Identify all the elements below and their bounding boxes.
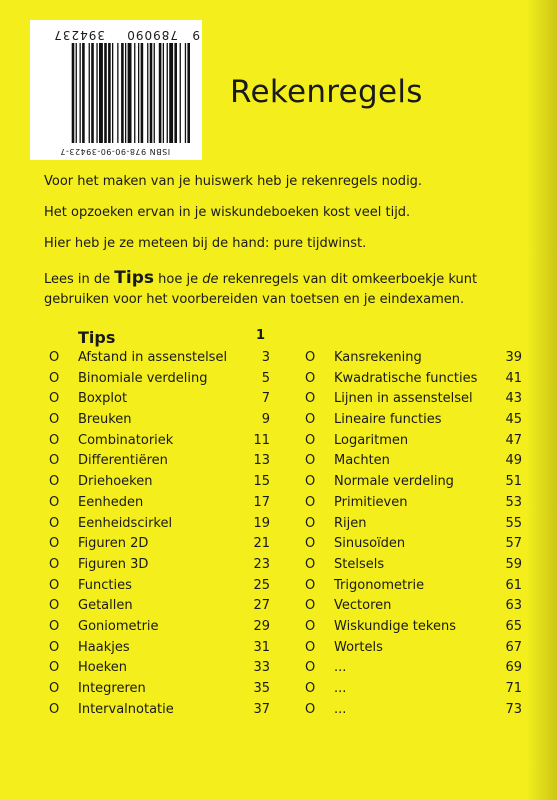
toc-topic-name: ... — [334, 681, 347, 696]
toc-topic-name: Lijnen in assenstelsel — [334, 391, 473, 407]
checkbox-circle-icon: O — [49, 432, 60, 448]
toc-topic-name: Normale verdeling — [334, 474, 454, 490]
checkbox-circle-icon: O — [49, 412, 60, 428]
toc-topic-name: Wortels — [334, 639, 383, 655]
checkbox-circle-icon: O — [305, 432, 316, 448]
toc-page-number: 17 — [253, 494, 270, 510]
intro-text-a: Lees in de — [44, 272, 115, 287]
toc-row — [44, 472, 270, 493]
toc-row — [44, 431, 270, 452]
checkbox-circle-icon: O — [305, 370, 316, 386]
toc-row — [44, 555, 270, 576]
intro-line-2: Het opzoeken ervan in je wiskundeboeken kost veel tijd. — [44, 205, 411, 220]
toc-row — [44, 679, 270, 700]
toc-page-number: 71 — [505, 681, 522, 696]
toc-page-number: 57 — [505, 536, 522, 552]
tips-heading: Tips — [78, 328, 116, 347]
checkbox-circle-icon: O — [305, 681, 316, 696]
toc-topic-name: Boxplot — [78, 391, 128, 407]
checkbox-circle-icon: O — [49, 577, 60, 593]
toc-page-number: 3 — [261, 350, 270, 365]
toc-row — [300, 451, 522, 472]
toc-row — [44, 658, 270, 679]
checkbox-circle-icon: O — [305, 350, 316, 365]
toc-topic-name: Primitieven — [334, 494, 408, 510]
toc-row — [300, 389, 522, 410]
toc-page-number: 55 — [505, 515, 522, 531]
checkbox-circle-icon: O — [49, 391, 60, 407]
toc-row — [300, 596, 522, 617]
toc-row — [44, 348, 270, 369]
checkbox-circle-icon: O — [49, 474, 60, 490]
checkbox-circle-icon: O — [305, 598, 316, 614]
toc-topic-name: Machten — [334, 453, 390, 469]
toc-topic-name: Figuren 3D — [78, 556, 149, 572]
intro-text-b: hoe je — [154, 272, 203, 287]
toc-row — [300, 369, 522, 390]
toc-topic-name: Binomiale verdeling — [78, 370, 208, 386]
toc-page-number: 27 — [253, 598, 270, 614]
intro-line-1: Voor het maken van je huiswerk heb je rekenregels nodig. — [44, 174, 423, 189]
toc-topic-name: Afstand in assenstelsel — [78, 350, 228, 365]
toc-page-number: 59 — [505, 556, 522, 572]
toc-page-number: 69 — [505, 660, 522, 676]
barcode-digit-group-2: 394237 — [53, 28, 105, 42]
toc-page-number: 41 — [505, 370, 522, 386]
checkbox-circle-icon: O — [49, 618, 60, 634]
checkbox-circle-icon: O — [49, 515, 60, 531]
checkbox-circle-icon: O — [49, 660, 60, 676]
toc-topic-name: Sinusoïden — [334, 536, 406, 552]
toc-topic-name: ... — [334, 660, 347, 676]
toc-topic-name: Vectoren — [334, 598, 392, 614]
toc-page-number: 63 — [505, 598, 522, 614]
barcode-digit-lead: 9 — [192, 28, 200, 42]
toc-row — [300, 472, 522, 493]
toc-page-number: 9 — [261, 412, 270, 428]
toc-page-number: 19 — [253, 515, 270, 531]
toc-row — [300, 679, 522, 700]
toc-row — [300, 638, 522, 659]
toc-page-number: 35 — [253, 681, 270, 696]
toc-page-number: 51 — [505, 474, 522, 490]
checkbox-circle-icon: O — [49, 556, 60, 572]
intro-line-3: Hier heb je ze meteen bij de hand: pure tijdwinst. — [44, 236, 367, 251]
toc-topic-name: Wiskundige tekens — [334, 618, 456, 634]
intro-text-c: rekenregels van dit omkeerboekje kunt gebruiken voor het voorbereiden van toetsen en je eindexamen. — [44, 272, 478, 307]
toc-row — [300, 617, 522, 638]
toc-row — [300, 410, 522, 431]
toc-row — [300, 348, 522, 369]
toc-topic-name: Kwadratische functies — [334, 370, 478, 386]
book-title: Rekenregels — [230, 74, 423, 110]
toc-topic-name: Haakjes — [78, 639, 130, 655]
checkbox-circle-icon: O — [305, 474, 316, 490]
toc-row — [44, 369, 270, 390]
tips-page-number: 1 — [256, 328, 266, 343]
toc-page-number: 7 — [261, 391, 270, 407]
toc-row — [300, 493, 522, 514]
toc-topic-name: Lineaire functies — [334, 412, 442, 428]
toc-topic-name: Combinatoriek — [78, 432, 174, 448]
toc-topic-name: Eenheden — [78, 494, 144, 510]
toc-row — [44, 493, 270, 514]
barcode-digits — [30, 26, 202, 42]
toc-page-number: 33 — [253, 660, 270, 676]
toc-topic-name: Differentiëren — [78, 453, 168, 469]
toc-page-number: 65 — [505, 618, 522, 634]
toc-topic-name: Stelsels — [334, 556, 385, 572]
toc-topic-name: Kansrekening — [334, 350, 422, 365]
checkbox-circle-icon: O — [49, 536, 60, 552]
toc-row — [44, 576, 270, 597]
checkbox-circle-icon: O — [305, 701, 316, 717]
toc-topic-name: Eenheidscirkel — [78, 515, 173, 531]
intro-tips-word: Tips — [114, 268, 154, 288]
toc-row — [300, 658, 522, 679]
toc-row — [300, 514, 522, 535]
toc-page-number: 21 — [253, 536, 270, 552]
toc-topic-name: Logaritmen — [334, 432, 409, 448]
toc-page-number: 53 — [505, 494, 522, 510]
toc-topic-name: Rijen — [334, 515, 367, 531]
checkbox-circle-icon: O — [305, 494, 316, 510]
toc-row — [300, 576, 522, 597]
checkbox-circle-icon: O — [49, 494, 60, 510]
toc-page-number: 43 — [505, 391, 522, 407]
spine-shadow — [527, 0, 557, 800]
toc-row — [44, 534, 270, 555]
toc-row — [300, 700, 522, 721]
barcode-bars-icon — [40, 43, 190, 143]
toc-row — [300, 431, 522, 452]
checkbox-circle-icon: O — [305, 618, 316, 634]
toc-row — [44, 451, 270, 472]
toc-page-number: 45 — [505, 412, 522, 428]
toc-row — [44, 700, 270, 721]
intro-de-word: de — [202, 272, 219, 287]
toc-row — [44, 596, 270, 617]
toc-page-number: 23 — [253, 556, 270, 572]
toc-topic-name: Functies — [78, 577, 132, 593]
checkbox-circle-icon: O — [49, 681, 60, 696]
checkbox-circle-icon: O — [49, 453, 60, 469]
checkbox-circle-icon: O — [49, 350, 60, 365]
toc-page-number: 13 — [253, 453, 270, 469]
toc-topic-name: Driehoeken — [78, 474, 153, 490]
barcode — [30, 20, 202, 160]
toc-page-number: 47 — [505, 432, 522, 448]
intro-line-4 — [44, 268, 514, 310]
toc-topic-name: Getallen — [78, 598, 133, 614]
toc-topic-name: ... — [334, 701, 347, 717]
toc-row — [300, 555, 522, 576]
toc-row — [44, 410, 270, 431]
toc-row — [44, 514, 270, 535]
checkbox-circle-icon: O — [49, 370, 60, 386]
checkbox-circle-icon: O — [305, 536, 316, 552]
toc-page-number: 73 — [505, 701, 522, 717]
toc-page-number: 39 — [505, 350, 522, 365]
toc-left-column — [44, 348, 270, 720]
checkbox-circle-icon: O — [305, 660, 316, 676]
toc-right-column — [300, 348, 522, 720]
isbn-text: ISBN 978-90-90-39423-7 — [59, 147, 171, 156]
toc-topic-name: Hoeken — [78, 660, 128, 676]
toc-topic-name: Breuken — [78, 412, 132, 428]
toc-page-number: 15 — [253, 474, 270, 490]
toc-topic-name: Intervalnotatie — [78, 701, 174, 717]
toc-page-number: 29 — [253, 618, 270, 634]
checkbox-circle-icon: O — [49, 639, 60, 655]
toc-page-number: 49 — [505, 453, 522, 469]
toc-row — [44, 389, 270, 410]
toc-page-number: 61 — [505, 577, 522, 593]
checkbox-circle-icon: O — [305, 577, 316, 593]
toc-page-number: 11 — [253, 432, 270, 448]
toc-topic-name: Integreren — [78, 681, 146, 696]
toc-page-number: 67 — [505, 639, 522, 655]
checkbox-circle-icon: O — [49, 701, 60, 717]
checkbox-circle-icon: O — [305, 391, 316, 407]
checkbox-circle-icon: O — [305, 453, 316, 469]
toc-topic-name: Trigonometrie — [334, 577, 425, 593]
checkbox-circle-icon: O — [305, 515, 316, 531]
toc-page-number: 31 — [253, 639, 270, 655]
barcode-digit-group-1: 789090 — [126, 28, 178, 42]
toc-page-number: 5 — [261, 370, 270, 386]
checkbox-circle-icon: O — [305, 639, 316, 655]
toc-topic-name: Goniometrie — [78, 618, 159, 634]
toc-page-number: 37 — [253, 701, 270, 717]
toc-row — [44, 617, 270, 638]
checkbox-circle-icon: O — [305, 412, 316, 428]
toc-topic-name: Figuren 2D — [78, 536, 149, 552]
toc-page-number: 25 — [253, 577, 270, 593]
toc-row — [44, 638, 270, 659]
toc-row — [300, 534, 522, 555]
checkbox-circle-icon: O — [305, 556, 316, 572]
checkbox-circle-icon: O — [49, 598, 60, 614]
